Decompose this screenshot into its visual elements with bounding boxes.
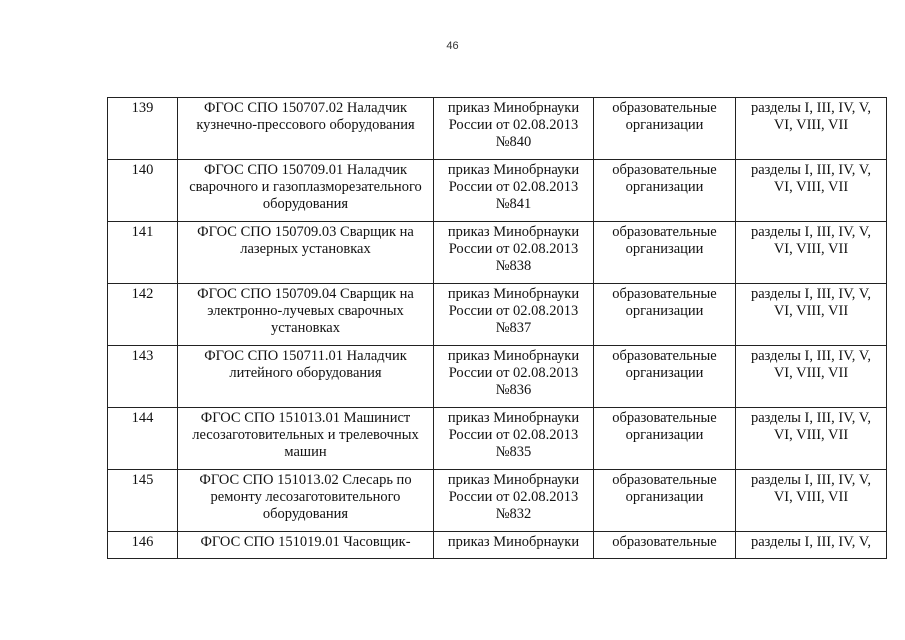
standard-name: ФГОС СПО 150709.01 Наладчик сварочного и газоплазморезательного оборудования [178, 160, 434, 222]
table-row [108, 470, 887, 532]
order-reference: приказ Минобрнауки [434, 532, 594, 559]
organizations: образовательные организации [594, 408, 736, 470]
standard-name: ФГОС СПО 151019.01 Часовщик- [178, 532, 434, 559]
row-number: 141 [108, 222, 178, 284]
standard-name: ФГОС СПО 151013.02 Слесарь по ремонту лесозаготовительного оборудования [178, 470, 434, 532]
row-number: 144 [108, 408, 178, 470]
standard-name: ФГОС СПО 150709.04 Сварщик на электронно-лучевых сварочных установках [178, 284, 434, 346]
row-number: 143 [108, 346, 178, 408]
organizations: образовательные организации [594, 346, 736, 408]
row-number: 146 [108, 532, 178, 559]
order-reference: приказ Минобрнауки России от 02.08.2013 №841 [434, 160, 594, 222]
row-number: 140 [108, 160, 178, 222]
order-reference: приказ Минобрнауки России от 02.08.2013 №840 [434, 98, 594, 160]
sections: разделы I, III, IV, V, VI, VIII, VII [736, 284, 887, 346]
organizations: образовательные организации [594, 160, 736, 222]
order-reference: приказ Минобрнауки России от 02.08.2013 №836 [434, 346, 594, 408]
organizations: образовательные организации [594, 470, 736, 532]
standard-name: ФГОС СПО 150707.02 Наладчик кузнечно-прессового оборудования [178, 98, 434, 160]
table-row [108, 532, 887, 559]
sections: разделы I, III, IV, V, VI, VIII, VII [736, 222, 887, 284]
sections: разделы I, III, IV, V, VI, VIII, VII [736, 346, 887, 408]
sections: разделы I, III, IV, V, [736, 532, 887, 559]
order-reference: приказ Минобрнауки России от 02.08.2013 №835 [434, 408, 594, 470]
table-row [108, 346, 887, 408]
sections: разделы I, III, IV, V, VI, VIII, VII [736, 160, 887, 222]
table-row [108, 98, 887, 160]
organizations: образовательные организации [594, 222, 736, 284]
table-row [108, 222, 887, 284]
sections: разделы I, III, IV, V, VI, VIII, VII [736, 408, 887, 470]
standard-name: ФГОС СПО 150709.03 Сварщик на лазерных установках [178, 222, 434, 284]
organizations: образовательные организации [594, 284, 736, 346]
row-number: 142 [108, 284, 178, 346]
order-reference: приказ Минобрнауки России от 02.08.2013 №838 [434, 222, 594, 284]
organizations: образовательные организации [594, 98, 736, 160]
row-number: 145 [108, 470, 178, 532]
table-row [108, 284, 887, 346]
order-reference: приказ Минобрнауки России от 02.08.2013 №832 [434, 470, 594, 532]
organizations: образовательные [594, 532, 736, 559]
row-number: 139 [108, 98, 178, 160]
standard-name: ФГОС СПО 150711.01 Наладчик литейного оборудования [178, 346, 434, 408]
standards-table [107, 97, 887, 559]
standard-name: ФГОС СПО 151013.01 Машинист лесозаготовительных и трелевочных машин [178, 408, 434, 470]
table-row [108, 160, 887, 222]
order-reference: приказ Минобрнауки России от 02.08.2013 №837 [434, 284, 594, 346]
page-number: 46 [446, 40, 459, 52]
table-row [108, 408, 887, 470]
sections: разделы I, III, IV, V, VI, VIII, VII [736, 98, 887, 160]
sections: разделы I, III, IV, V, VI, VIII, VII [736, 470, 887, 532]
